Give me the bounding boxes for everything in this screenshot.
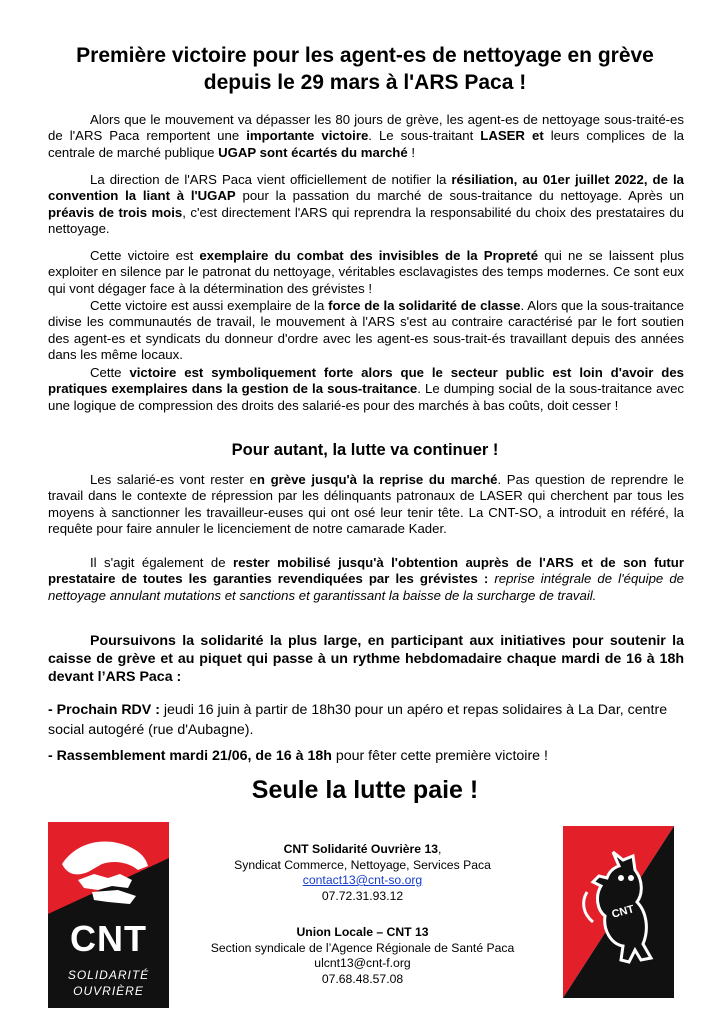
contact-ul-section: Section syndicale de l’Agence Régionale de Santé Paca bbox=[210, 940, 515, 955]
cat-logo-cnt-word: CNT bbox=[610, 903, 636, 921]
contact-cnt-so-phone: 07.72.31.93.12 bbox=[321, 888, 404, 903]
contact-cnt-so: CNT Solidarité Ouvrière 13, Syndicat Commerce, Nettoyage, Services Paca contact13@cnt-so.org 07.72.31.93.12 bbox=[190, 842, 535, 904]
contact-cnt-so-syndicat: Syndicat Commerce, Nettoyage, Services Paca bbox=[234, 857, 491, 872]
contact-ul-email: ulcnt13@cnt-f.org bbox=[314, 956, 411, 970]
paragraph-invisibles: Cette victoire est exemplaire du combat des invisibles de la Propreté qui ne se laissent plus exploiter en silence par le patronat du nettoyage, véritables esclavagistes des temps modernes. Ce sont eux qui vont dégager face à la détermination des grévistes ! bbox=[48, 248, 685, 296]
contact-cnt-so-email-link[interactable]: contact13@cnt-so.org bbox=[302, 873, 423, 887]
logo-line-solidarite: SOLIDARITÉ bbox=[67, 968, 150, 982]
slogan: Seule la lutte paie ! bbox=[251, 776, 479, 804]
logo-line-ouvriere: OUVRIÈRE bbox=[73, 984, 144, 998]
paragraph-mobilisation: Il s'agit également de rester mobilisé jusqu'à l'obtention auprès de l'ARS et de son futur prestataire de toutes les garanties revendiquées par les grévistes : reprise intégrale de l'équipe de nettoyage annulant mutations et sanctions et garantissant la baisse de la surcharge de travail. bbox=[48, 555, 684, 603]
paragraph-secteur-public: Cette victoire est symboliquement forte alors que le secteur public est loin d'avoir des pratiques exemplaires dans la gestion de la sous-traitance. Le dumping social de la sous-traitance avec une logique de compression des droits des salarié-es pour des marchés à bas coûts, doit cesser ! bbox=[48, 365, 685, 413]
paragraph-resiliation: La direction de l'ARS Paca vient officiellement de notifier la résiliation, au 01er juillet 2022, de la convention la liant à l'UGAP pour la passation du marché de sous-traitance du nettoyage. Après un préavis de trois mois, c'est directement l'ARS qui reprendra la responsabilité du choix des prestataires du nettoyage. bbox=[48, 172, 685, 237]
paragraph-appel-solidarite: Poursuivons la solidarité la plus large, en participant aux initiatives pour soutenir la caisse de grève et au piquet qui passe à un rythme hebdomadaire chaque mardi de 16 à 18h devant l’ARS Paca : bbox=[48, 633, 684, 685]
paragraph-solidarite: Cette victoire est aussi exemplaire de la force de la solidarité de classe. Alors que la sous-traitance divise les communautés de travail, le mouvement à l'ARS s'est au contraire caractérisé par le fort soutien des agent-es et syndicats du donneur d'ordre avec les agent-es sous-trait-és travaillant depuis des années dans les même locaux. bbox=[48, 298, 684, 363]
contact-ul-phone: 07.68.48.57.08 bbox=[321, 971, 404, 986]
logo-cnt-word: CNT bbox=[70, 918, 147, 959]
page-title: Première victoire pour les agent-es de nettoyage en grève depuis le 29 mars à l'ARS Paca ! bbox=[76, 44, 654, 94]
section-subtitle: Pour autant, la lutte va continuer ! bbox=[231, 441, 499, 459]
rdv-prochain: - Prochain RDV : jeudi 16 juin à partir de 18h30 pour un apéro et repas solidaires à La Dar, centre social autogéré (rue d'Aubagne). bbox=[48, 702, 668, 738]
rdv-rassemblement: - Rassemblement mardi 21/06, de 16 à 18h pour fêter cette première victoire ! bbox=[48, 748, 548, 764]
cnt-cat-logo bbox=[563, 826, 674, 998]
contact-ul-cnt13 bbox=[190, 925, 535, 987]
contact-cnt-so-name: CNT Solidarité Ouvrière 13 bbox=[283, 842, 439, 856]
paragraph-intro: Alors que le mouvement va dépasser les 80 jours de grève, les agent-es de nettoyage sous-traité-es de l'ARS Paca remportent une importante victoire. Le sous-traitant LASER et leurs complices de la centrale de marché publique UGAP sont écartés du marché ! bbox=[48, 112, 684, 160]
contact-ul-name: Union Locale – CNT 13 bbox=[296, 925, 429, 939]
cnt-so-logo bbox=[48, 822, 169, 1008]
paragraph-greve: Les salarié-es vont rester en grève jusqu'à la reprise du marché. Pas question de reprendre le travail dans le contexte de répression par les délinquants patronaux de LASER qui cherchent par tous les moyens à sanctionner les travailleur-euses qui ont osé leur tenir tête. La CNT-SO, a introduit en référé, la requête pour faire annuler le licenciement de notre camarade Kader. bbox=[48, 472, 684, 537]
